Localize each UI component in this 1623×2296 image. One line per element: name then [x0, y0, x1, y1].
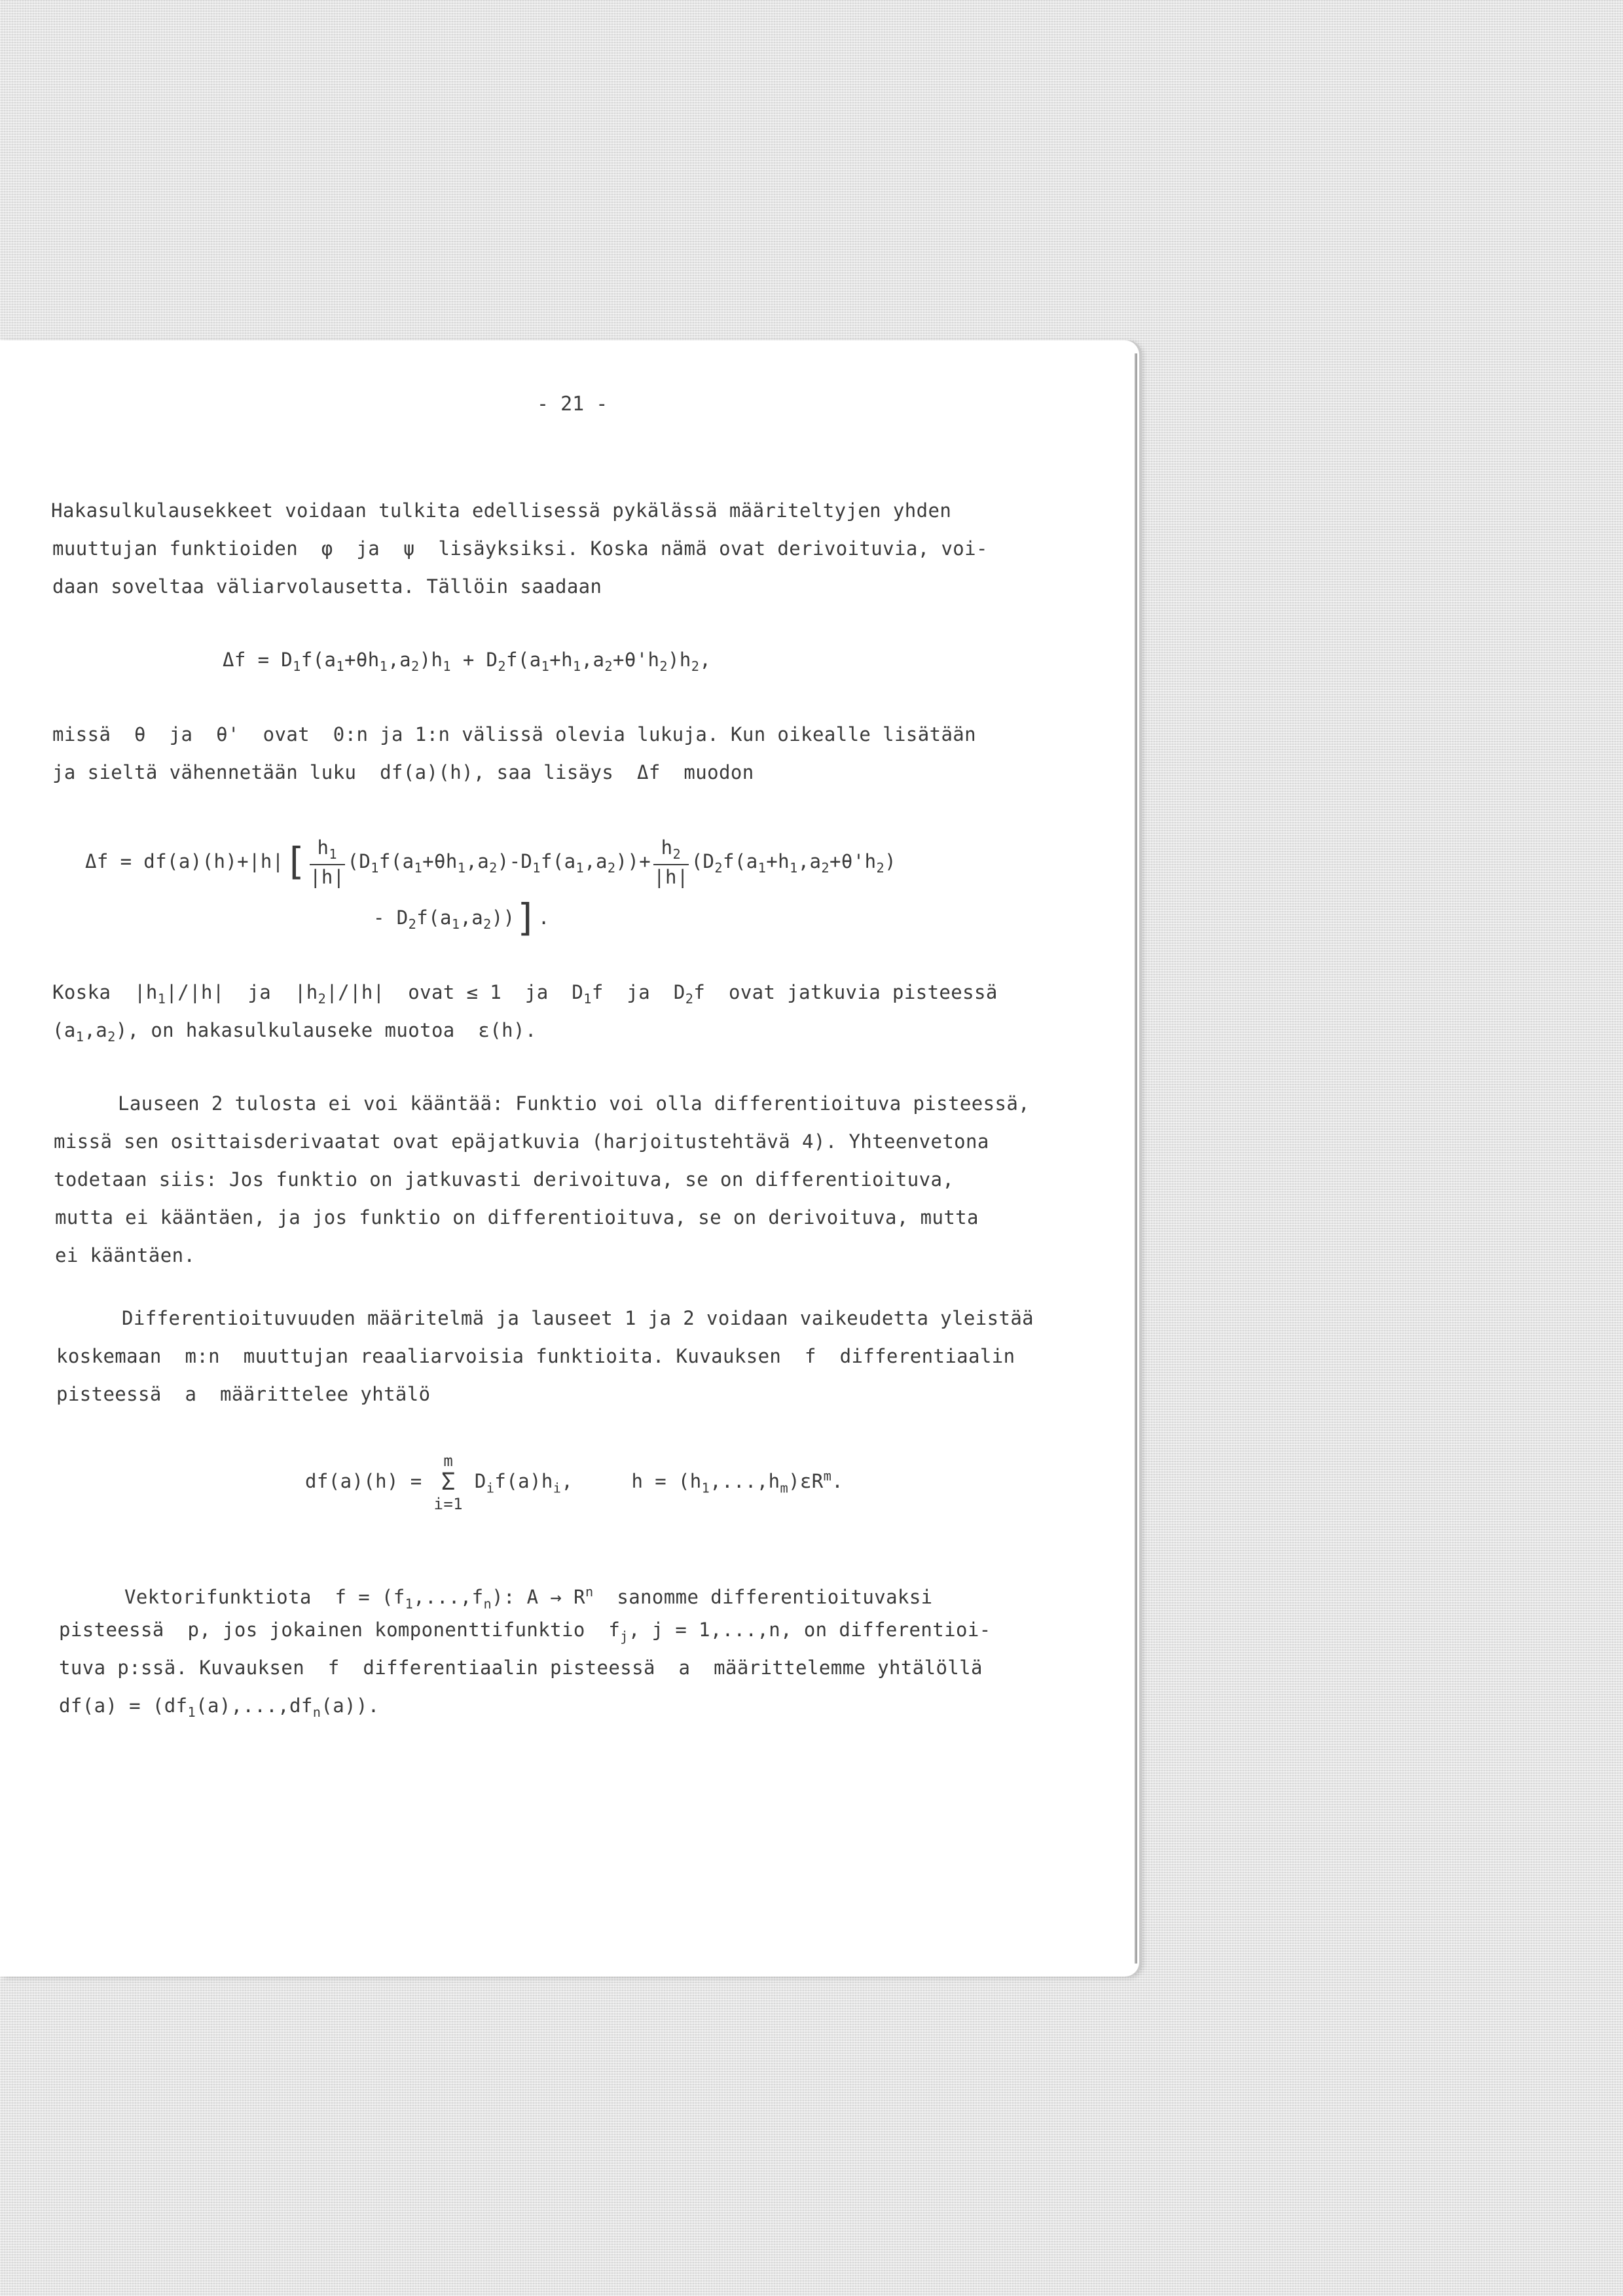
equation-3: df(a)(h) = m Σ i=1 $D_if(a)h_i$, $h = (h_1,...,h_m)\varepsilon R^m$. [305, 1451, 844, 1513]
p1-l2-part-c: lisäyksiksi. Koska nämä ovat derivoituvia, voi- [438, 537, 988, 560]
page-edge-shadow [1135, 353, 1137, 1964]
paragraph-4-line-3: todetaan siis: Jos funktio on jatkuvasti derivoituva, se on differentioituva, [54, 1168, 955, 1191]
paragraph-1-line-2 [52, 537, 988, 560]
p3-l2-text: , on hakasulkulauseke muotoa ε(h). [127, 1019, 537, 1041]
p1-l2-part-b: ja [356, 537, 380, 560]
paragraph-4-line-2: missä sen osittaisderivaatat ovat epäjatkuvia (harjoitustehtävä 4). Yhteenvetona [54, 1130, 989, 1153]
p6-l1-part-a: Vektorifunktiota [124, 1586, 312, 1609]
p6-l1-part-b: sanomme differentioituvaksi [617, 1586, 933, 1609]
p2-l1-part-a: missä [52, 723, 111, 745]
theta-prime-symbol: θ' [216, 723, 240, 745]
paragraph-4-line-1: Lauseen 2 tulosta ei voi kääntää: Funktio voi olla differentioituva pisteessä, [118, 1092, 1030, 1115]
p3-l1-part-a: Koska [52, 981, 111, 1003]
paragraph-2-line-1 [52, 723, 976, 746]
p3-l1-part-d: ja [627, 981, 651, 1003]
paragraph-1-line-3: daan soveltaa väliarvolausetta. Tällöin saadaan [52, 575, 602, 598]
paragraph-6-line-1: Vektorifunktiota $f = (f_1,...,f_n)$: $A \to R^n$ sanomme differentioituvaksi [124, 1584, 933, 1612]
equation-1: $\Delta f = D_1f(a_1+\theta h_1,a_2)h_1 + D_2f(a_1+h_1,a_2+\theta'h_2)h_2$, [223, 649, 712, 675]
paragraph-4-line-4: mutta ei kääntäen, ja jos funktio on differentioituva, se on derivoituva, mutta [55, 1206, 979, 1229]
paragraph-6-line-2: pisteessä p, jos jokainen komponenttifunktio $f_j$, j = 1,...,n, on differentioi- [59, 1619, 991, 1645]
p3-l1-part-b: ja [247, 981, 272, 1003]
paragraph-4-line-5: ei kääntäen. [55, 1244, 196, 1266]
paragraph-5-line-1: Differentioituvuuden määritelmä ja lauseet 1 ja 2 voidaan vaikeudetta yleistää [122, 1307, 1034, 1329]
p2-l1-part-b: ja [169, 723, 193, 745]
page-number: - 21 - [537, 393, 608, 416]
p3-l1-part-c: ovat ≤ 1 ja [408, 981, 549, 1003]
p6-l2-part-b: on differentioi- [803, 1619, 991, 1641]
paragraph-1-line-1: Hakasulkulausekkeet voidaan tulkita edellisessä pykälässä määriteltyjen yhden [51, 499, 952, 522]
paragraph-2-line-2: ja sieltä vähennetään luku df(a)(h), saa lisäys Δf muodon [52, 761, 754, 783]
equation-2-line-2: - $D_2f(a_1,a_2)$)]. [373, 895, 550, 940]
paragraph-6-line-3: tuva p:ssä. Kuvauksen f differentiaalin pisteessä a määrittelemme yhtälöllä [59, 1657, 983, 1679]
paragraph-5-line-3: pisteessä a määrittelee yhtälö [56, 1383, 431, 1405]
p6-l2-part-a: pisteessä p, jos jokainen komponenttifunktio [59, 1619, 585, 1641]
p1-l2-part-a: muuttujan funktioiden [52, 537, 299, 560]
phi-symbol: φ [321, 537, 333, 560]
p3-l1-part-e: ovat jatkuvia pisteessä [728, 981, 998, 1003]
paragraph-3-line-2: $(a_1,a_2)$, on hakasulkulauseke muotoa ε(h). [52, 1019, 537, 1045]
equation-2-line-1: Δf = df(a)(h)+|h|[ $\frac{h_1}{|h|}$ $(D_1f(a_1+\theta h_1,a_2)-D_1f(a_1,a_2))+$ $\frac{h_2}{|h|}$ ($D_2f(a_1+h_1,a_2+\theta'h_2)$ [85, 836, 896, 888]
paragraph-3-line-1: Koska $|h_1|/|h|$ ja $|h_2|/|h|$ ovat ≤ 1 ja $D_1f$ ja $D_2f$ ovat jatkuvia pisteessä [52, 981, 998, 1007]
p2-l1-part-c: ovat 0:n ja 1:n välissä olevia lukuja. Kun oikealle lisätään [263, 723, 977, 745]
theta-symbol: θ [134, 723, 146, 745]
paragraph-5-line-2: koskemaan m:n muuttujan reaaliarvoisia funktioita. Kuvauksen f differentiaalin [56, 1345, 1015, 1367]
paragraph-6-line-4: $df(a) = (df_1(a),...,df_n(a))$. [59, 1695, 380, 1721]
psi-symbol: ψ [403, 537, 415, 560]
